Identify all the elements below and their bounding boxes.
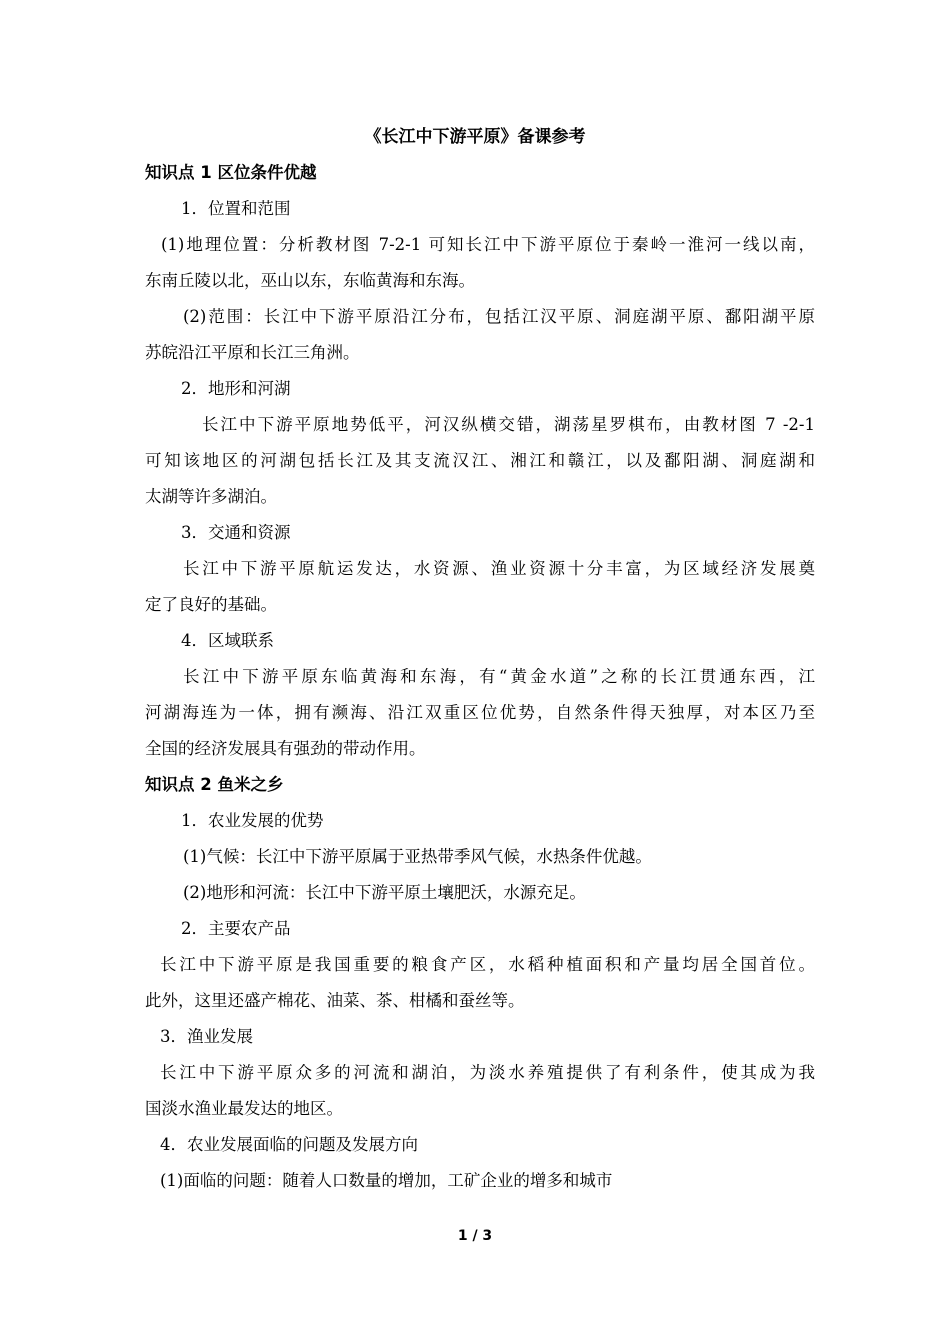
subheading-problems: 4．农业发展面临的问题及发展方向 — [160, 1135, 418, 1154]
page-number: 1 / 3 — [457, 1228, 493, 1244]
paragraph-line: 太湖等许多湖泊。 — [145, 487, 277, 506]
document-body — [145, 155, 815, 1199]
paragraph-line: 定了良好的基础。 — [145, 595, 277, 614]
subheading-regional-links: 4．区域联系 — [181, 631, 274, 650]
subheading-products: 2．主要农产品 — [181, 919, 291, 938]
paragraph-line: 长江中下游平原航运发达，水资源、渔业资源十分丰富，为区域经济发展奠 — [183, 559, 815, 578]
section-heading-1: 知识点 1 区位条件优越 — [145, 163, 317, 182]
subheading-location: 1．位置和范围 — [181, 199, 291, 218]
paragraph-line: 长江中下游平原东临黄海和东海，有“黄金水道”之称的长江贯通东西，江 — [183, 667, 815, 686]
subheading-transport: 3．交通和资源 — [181, 523, 291, 542]
paragraph-line: 长江中下游平原地势低平，河汉纵横交错，湖荡星罗棋布，由教材图 7 -2-1 — [202, 415, 815, 434]
document-title: 《长江中下游平原》备课参考 — [364, 127, 586, 147]
subheading-agri-advantages: 1．农业发展的优势 — [181, 811, 324, 830]
subheading-terrain: 2．地形和河湖 — [181, 379, 291, 398]
paragraph-line: (2)地形和河流：长江中下游平原土壤肥沃，水源充足。 — [183, 883, 586, 902]
subheading-fishery: 3．渔业发展 — [160, 1027, 253, 1046]
paragraph-line: 河湖海连为一体，拥有濒海、沿江双重区位优势，自然条件得天独厚，对本区乃至 — [145, 703, 815, 722]
paragraph-line: 苏皖沿江平原和长江三角洲。 — [145, 343, 360, 362]
paragraph-line: 全国的经济发展具有强劲的带动作用。 — [145, 739, 426, 758]
paragraph-line: (1)气候：长江中下游平原属于亚热带季风气候，水热条件优越。 — [183, 847, 652, 866]
paragraph-line: (1)地理位置：分析教材图 7-2-1 可知长江中下游平原位于秦岭一淮河一线以南， — [161, 235, 815, 254]
paragraph-line: 长江中下游平原是我国重要的粮食产区，水稻种植面积和产量均居全国首位。 — [160, 955, 815, 974]
section-heading-2: 知识点 2 鱼米之乡 — [145, 775, 284, 794]
paragraph-line: 长江中下游平原众多的河流和湖泊，为淡水养殖提供了有利条件，使其成为我 — [160, 1063, 815, 1082]
paragraph-line: 国淡水渔业最发达的地区。 — [145, 1099, 343, 1118]
paragraph-line: 此外，这里还盛产棉花、油菜、茶、柑橘和蚕丝等。 — [145, 991, 525, 1010]
paragraph-line: 可知该地区的河湖包括长江及其支流汉江、湘江和赣江，以及鄱阳湖、洞庭湖和 — [145, 451, 815, 470]
paragraph-line: 东南丘陵以北，巫山以东，东临黄海和东海。 — [145, 271, 475, 290]
paragraph-line: (2)范围：长江中下游平原沿江分布，包括江汉平原、洞庭湖平原、鄱阳湖平原 — [183, 307, 815, 326]
paragraph-line: (1)面临的问题：随着人口数量的增加，工矿企业的增多和城市 — [160, 1171, 613, 1190]
